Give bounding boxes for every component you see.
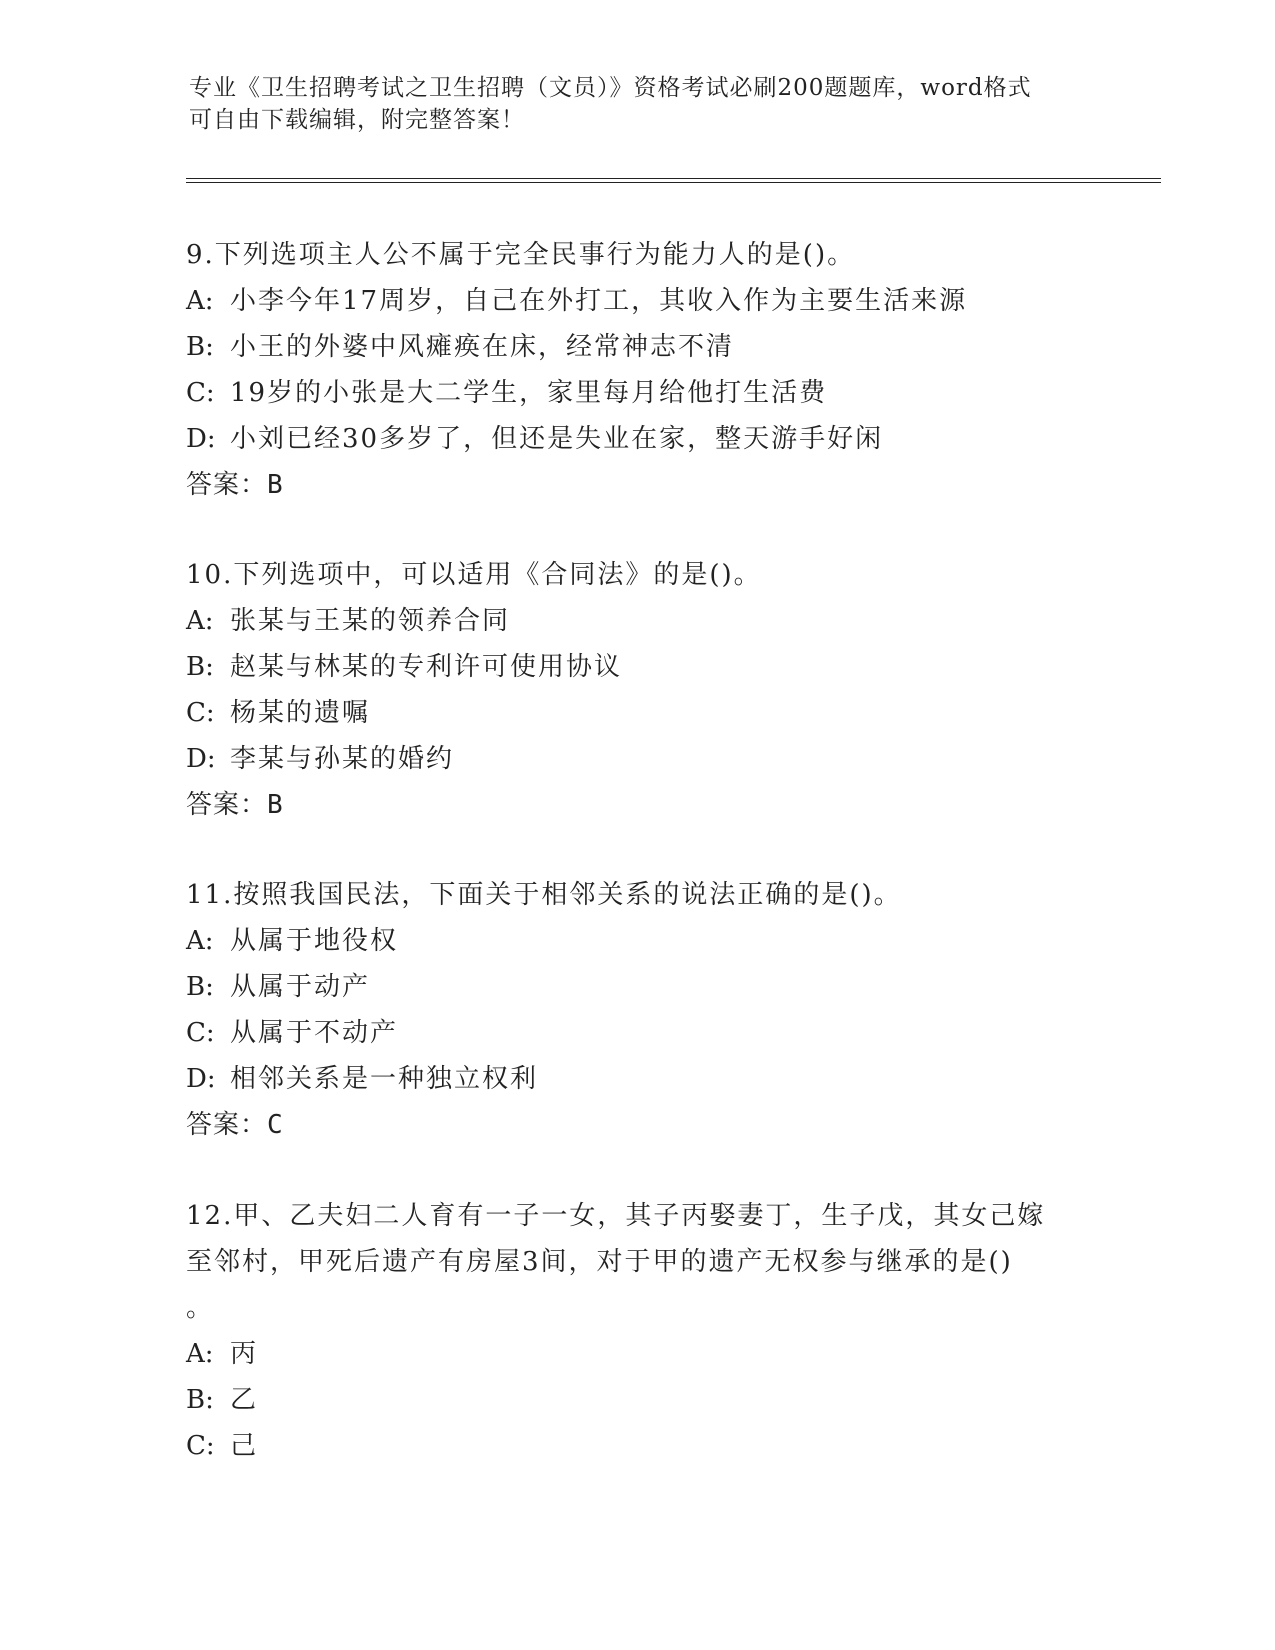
option-letter: B: xyxy=(186,652,214,682)
header-divider-bottom xyxy=(186,182,1161,183)
option-c xyxy=(186,1010,1086,1056)
option-a xyxy=(186,598,1086,644)
answer-line xyxy=(186,1102,1086,1148)
option-text: 小王的外婆中风瘫痪在床，经常神志不清 xyxy=(230,332,735,362)
option-b xyxy=(186,964,1086,1010)
question-11 xyxy=(186,872,1086,1148)
answer-value: C xyxy=(267,1110,284,1140)
question-stem: 11.按照我国民法，下面关于相邻关系的说法正确的是()。 xyxy=(186,880,902,910)
question-stem-line-2: 至邻村，甲死后遗产有房屋3间，对于甲的遗产无权参与继承的是() xyxy=(186,1247,1013,1277)
header-line-2: 可自由下载编辑，附完整答案！ xyxy=(189,107,525,133)
answer-label: 答案： xyxy=(186,790,268,820)
question-12 xyxy=(186,1193,1086,1469)
option-letter: B: xyxy=(186,332,214,362)
option-text: 小刘已经30多岁了，但还是失业在家，整天游手好闲 xyxy=(230,424,884,454)
option-b xyxy=(186,644,1086,690)
question-stem: 9.下列选项主人公不属于完全民事行为能力人的是()。 xyxy=(186,240,856,270)
question-10 xyxy=(186,552,1086,828)
answer-value: B xyxy=(267,470,284,500)
question-stem-line-1: 12.甲、乙夫妇二人育有一子一女，其子丙娶妻丁，生子戊，其女己嫁 xyxy=(186,1201,1046,1231)
answer-value: B xyxy=(267,790,284,820)
option-letter: A: xyxy=(186,926,214,956)
option-text: 从属于动产 xyxy=(230,972,371,1002)
option-letter: D: xyxy=(186,424,216,454)
option-c xyxy=(186,690,1086,736)
answer-line xyxy=(186,462,1086,508)
option-letter: D: xyxy=(186,1064,216,1094)
option-c xyxy=(186,370,1086,416)
option-text: 李某与孙某的婚约 xyxy=(230,744,455,774)
option-letter: C: xyxy=(186,698,215,728)
option-text: 小李今年17周岁，自己在外打工，其收入作为主要生活来源 xyxy=(230,286,968,316)
option-text: 相邻关系是一种独立权利 xyxy=(230,1064,539,1094)
option-letter: C: xyxy=(186,1018,215,1048)
option-text: 杨某的遗嘱 xyxy=(230,698,371,728)
option-letter: C: xyxy=(186,378,215,408)
option-letter: D: xyxy=(186,744,216,774)
header-line-1: 专业《卫生招聘考试之卫生招聘（文员）》资格考试必刷200题题库，word格式 xyxy=(189,75,1032,101)
option-b xyxy=(186,324,1086,370)
option-d xyxy=(186,1056,1086,1102)
option-a xyxy=(186,918,1086,964)
option-letter: A: xyxy=(186,286,214,316)
option-text: 丙 xyxy=(230,1339,259,1369)
option-letter: B: xyxy=(186,1385,214,1415)
option-d xyxy=(186,416,1086,462)
answer-line xyxy=(186,782,1086,828)
document-header xyxy=(189,72,1069,136)
option-text: 从属于地役权 xyxy=(230,926,399,956)
option-letter: A: xyxy=(186,1339,214,1369)
option-text: 己 xyxy=(230,1431,259,1461)
answer-label: 答案： xyxy=(186,1110,268,1140)
option-letter: C: xyxy=(186,1431,215,1461)
question-9 xyxy=(186,232,1086,508)
question-stem-line-3: 。 xyxy=(186,1293,215,1323)
option-letter: A: xyxy=(186,606,214,636)
header-divider-top xyxy=(186,178,1161,179)
option-text: 19岁的小张是大二学生，家里每月给他打生活费 xyxy=(230,378,828,408)
option-a xyxy=(186,1331,1086,1377)
answer-label: 答案： xyxy=(186,470,268,500)
option-b xyxy=(186,1377,1086,1423)
option-d xyxy=(186,736,1086,782)
question-stem: 10.下列选项中，可以适用《合同法》的是()。 xyxy=(186,560,762,590)
option-text: 张某与王某的领养合同 xyxy=(230,606,511,636)
option-text: 乙 xyxy=(230,1385,259,1415)
option-text: 赵某与林某的专利许可使用协议 xyxy=(230,652,623,682)
option-a xyxy=(186,278,1086,324)
option-text: 从属于不动产 xyxy=(230,1018,399,1048)
option-c xyxy=(186,1423,1086,1469)
option-letter: B: xyxy=(186,972,214,1002)
